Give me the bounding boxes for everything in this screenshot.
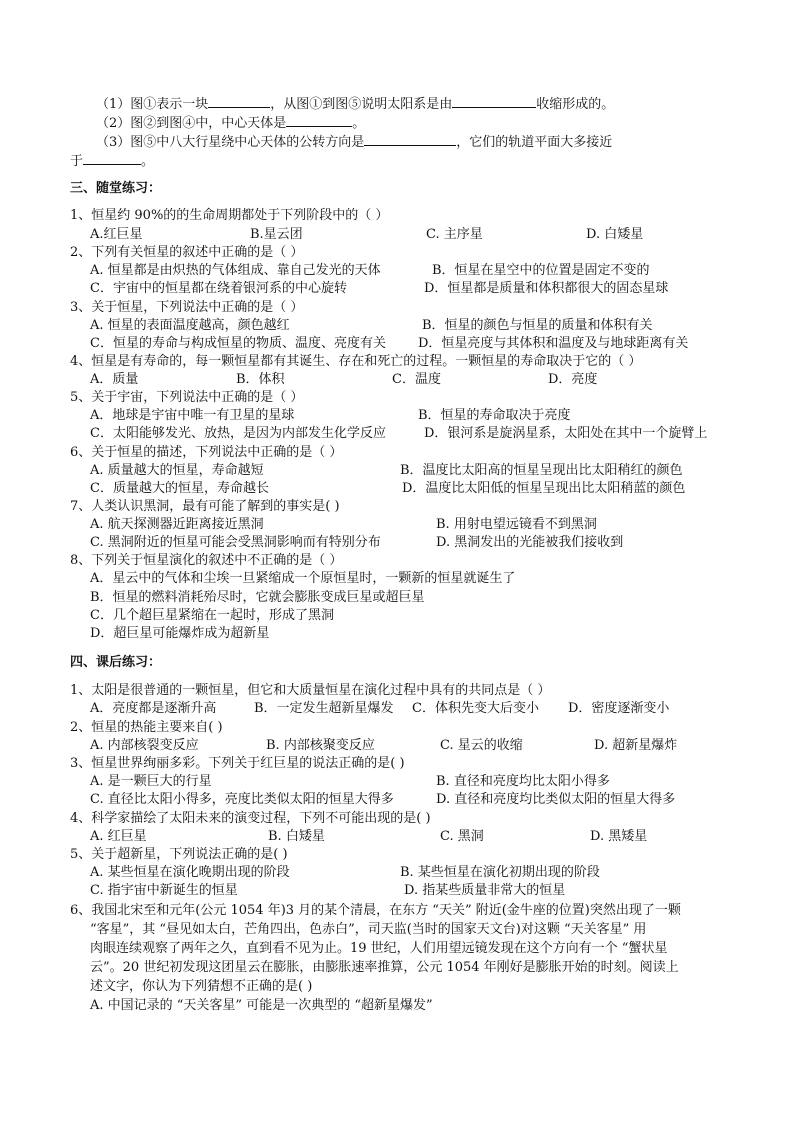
option-a[interactable]: A. 是一颗巨大的行星 — [90, 774, 212, 789]
option-b[interactable]: B．恒星的燃料消耗殆尽时，它就会膨胀变成巨星或超巨星 — [90, 590, 425, 605]
option-d[interactable]: D. 超新星爆炸 — [594, 738, 678, 753]
option-d[interactable]: D. 黑洞发出的光能被我们接收到 — [436, 535, 624, 550]
option-a[interactable]: A．质量 — [90, 372, 139, 387]
option-b[interactable]: B. 用射电望远镜看不到黑洞 — [436, 517, 597, 532]
passage-line: “客星”，其 “昼见如太白，芒角四出，色赤白”，司天监(当时的国家天文台)对这颗 “天关客星” 用 — [90, 922, 647, 937]
question-stem: 8、下列关于恒星演化的叙述中不正确的是（ ） — [70, 553, 343, 568]
option-a[interactable]: A. 中国记录的 “天关客星” 可能是一次典型的 “超新星爆发” — [90, 998, 433, 1013]
options-row — [90, 737, 710, 755]
option-d[interactable]: D. 白矮星 — [586, 227, 644, 242]
question-stem: 5、关于宇宙，下列说法中正确的是（ ） — [70, 390, 304, 405]
option-c[interactable]: C．体积先变大后变小 — [412, 701, 539, 716]
option-d[interactable]: D．温度比太阳低的恒星呈现出比太阳稍蓝的颜色 — [402, 481, 686, 496]
option-c[interactable]: C. 星云的收缩 — [440, 738, 523, 753]
intro-question-2 — [96, 113, 365, 133]
option-d[interactable]: D．超巨星可能爆炸成为超新星 — [90, 626, 270, 641]
option-c[interactable]: C. 直径比太阳小得多，亮度比类似太阳的恒星大得多 — [90, 792, 394, 807]
passage-line: 述文字，你认为下列猜想不正确的是( ) — [90, 979, 313, 994]
options-row — [90, 226, 690, 244]
intro-question-3 — [96, 132, 612, 152]
intro-question-1 — [96, 94, 614, 114]
option-d[interactable]: D．密度逐渐变小 — [568, 701, 670, 716]
question-stem: 3、恒星世界绚丽多彩。下列关于红巨星的说法正确的是( ) — [70, 756, 405, 771]
option-b[interactable]: B. 直径和亮度均比太阳小得多 — [436, 774, 610, 789]
question-text: ，它们的轨道平面大多接近 — [456, 135, 613, 150]
option-c[interactable]: C. 指宇宙中新诞生的恒星 — [90, 883, 238, 898]
question-text: ，从图①到图⑤说明太阳系是由 — [270, 97, 453, 112]
option-b[interactable]: B．恒星在星空中的位置是固定不变的 — [432, 263, 650, 278]
answer-blank[interactable] — [83, 151, 141, 165]
passage-line: 肉眼连续观察了两年之久，直到看不见为止。19 世纪，人们用望远镜发现在这个方向有一个 “蟹状星 — [90, 941, 668, 956]
option-a[interactable]: A. 航天探测器近距离接近黑洞 — [90, 517, 264, 532]
option-d[interactable]: D．恒星都是质量和体积都很大的固态星球 — [424, 281, 669, 296]
option-b[interactable]: B. 内部核聚变反应 — [266, 738, 375, 753]
passage-line: 云”。20 世纪初发现这团星云在膨胀，由膨胀速率推算，公元 1054 年刚好是膨胀开始的时刻。阅读上 — [90, 960, 679, 975]
option-c[interactable]: C. 黑洞附近的恒星可能会受黑洞影响而有特别分布 — [90, 535, 381, 550]
options-row — [90, 828, 710, 846]
question-text: 于 — [70, 154, 84, 169]
question-stem: 4、科学家描绘了太阳未来的演变过程，下列不可能出现的是( ) — [70, 811, 431, 826]
option-c[interactable]: C. 黑洞 — [440, 829, 484, 844]
question-text: （1）图①表示一块 — [96, 97, 209, 112]
option-c[interactable]: C．恒星的寿命与构成恒星的物质、温度、亮度有关 — [90, 336, 386, 351]
option-c[interactable]: C．几个超巨星紧缩在一起时，形成了黑洞 — [90, 608, 334, 623]
option-b[interactable]: B. 白矮星 — [268, 829, 325, 844]
question-stem: 1、太阳是很普通的一颗恒星，但它和大质量恒星在演化过程中具有的共同点是（ ） — [70, 683, 551, 698]
option-a[interactable]: A. 恒星都是由炽热的气体组成、靠自己发光的天体 — [90, 263, 381, 278]
option-b[interactable]: B．恒星的颜色与恒星的质量和体积有关 — [422, 318, 653, 333]
option-d[interactable]: D. 指某些质量非常大的恒星 — [404, 883, 566, 898]
question-stem: 3、关于恒星，下列说法中正确的是（ ） — [70, 300, 304, 315]
options-row — [90, 371, 690, 389]
option-d[interactable]: D. 黑矮星 — [590, 829, 648, 844]
option-b[interactable]: B.星云团 — [250, 227, 303, 242]
question-text: （3）图⑤中八大行星绕中心天体的公转方向是 — [96, 135, 365, 150]
option-c[interactable]: C．质量越大的恒星，寿命越长 — [90, 481, 269, 496]
option-a[interactable]: A．亮度都是逐渐升高 — [90, 701, 217, 716]
option-a[interactable]: A.红巨星 — [90, 227, 143, 242]
intro-question-3-cont — [70, 151, 154, 171]
question-text: 。 — [352, 116, 366, 131]
option-b[interactable]: B．一定发生超新星爆发 — [254, 701, 394, 716]
option-c[interactable]: C．宇宙中的恒星都在绕着银河系的中心旋转 — [90, 281, 347, 296]
option-d[interactable]: D. 直径和亮度均比类似太阳的恒星大得多 — [436, 792, 676, 807]
option-a[interactable]: A．星云中的气体和尘埃一旦紧缩成一个原恒星时，一颗新的恒星就诞生了 — [90, 571, 516, 586]
option-c[interactable]: C．温度 — [392, 372, 441, 387]
option-b[interactable]: B．恒星的寿命取决于亮度 — [418, 408, 571, 423]
question-stem: 6、关于恒星的描述，下列说法中正确的是（ ） — [70, 445, 343, 460]
question-stem: 1、恒星约 90%的的生命周期都处于下列阶段中的（ ） — [70, 208, 389, 223]
question-stem: 5、关于超新星，下列说法正确的是( ) — [70, 847, 288, 862]
answer-blank[interactable] — [286, 113, 352, 127]
option-a[interactable]: A. 质量越大的恒星，寿命越短 — [90, 463, 264, 478]
passage-line: 6、我国北宋至和元年(公元 1054 年)3 月的某个清晨，在东方 “天关” 附近(金牛座的位置)突然出现了一颗 — [70, 903, 681, 918]
option-d[interactable]: D．银河系是旋涡星系，太阳处在其中一个旋臂上 — [424, 426, 708, 441]
option-c[interactable]: C. 主序星 — [426, 227, 483, 242]
options-row — [90, 700, 710, 718]
option-b[interactable]: B．体积 — [236, 372, 285, 387]
section-title: 三、随堂练习： — [70, 181, 162, 196]
answer-blank[interactable] — [364, 132, 456, 146]
question-stem: 2、恒星的热能主要来自( ) — [70, 720, 223, 735]
question-stem: 4、恒星是有寿命的，每一颗恒星都有其诞生、存在和死亡的过程。一颗恒星的寿命取决于它的（ ） — [70, 354, 642, 369]
option-a[interactable]: A. 某些恒星在演化晚期出现的阶段 — [90, 865, 290, 880]
option-b[interactable]: B. 某些恒星在演化初期出现的阶段 — [400, 865, 600, 880]
question-text: 收缩形成的。 — [536, 97, 615, 112]
option-d[interactable]: D．恒星亮度与其体积和温度及与地球距离有关 — [418, 336, 689, 351]
question-stem: 2、下列有关恒星的叙述中正确的是（ ） — [70, 245, 304, 260]
question-text: （2）图②到图④中，中心天体是 — [96, 116, 287, 131]
option-a[interactable]: A. 内部核裂变反应 — [90, 738, 199, 753]
question-text: 。 — [141, 154, 155, 169]
answer-blank[interactable] — [452, 94, 536, 108]
section-title: 四、课后练习： — [70, 655, 162, 670]
option-b[interactable]: B．温度比太阳高的恒星呈现出比太阳稍红的颜色 — [400, 463, 683, 478]
question-stem: 7、人类认识黑洞，最有可能了解到的事实是( ) — [70, 499, 340, 514]
option-a[interactable]: A. 红巨星 — [90, 829, 147, 844]
option-a[interactable]: A. 恒星的表面温度越高，颜色越红 — [90, 318, 290, 333]
option-a[interactable]: A．地球是宇宙中唯一有卫星的星球 — [90, 408, 295, 423]
option-d[interactable]: D．亮度 — [548, 372, 598, 387]
answer-blank[interactable] — [208, 94, 270, 108]
option-c[interactable]: C．太阳能够发光、放热，是因为内部发生化学反应 — [90, 426, 386, 441]
